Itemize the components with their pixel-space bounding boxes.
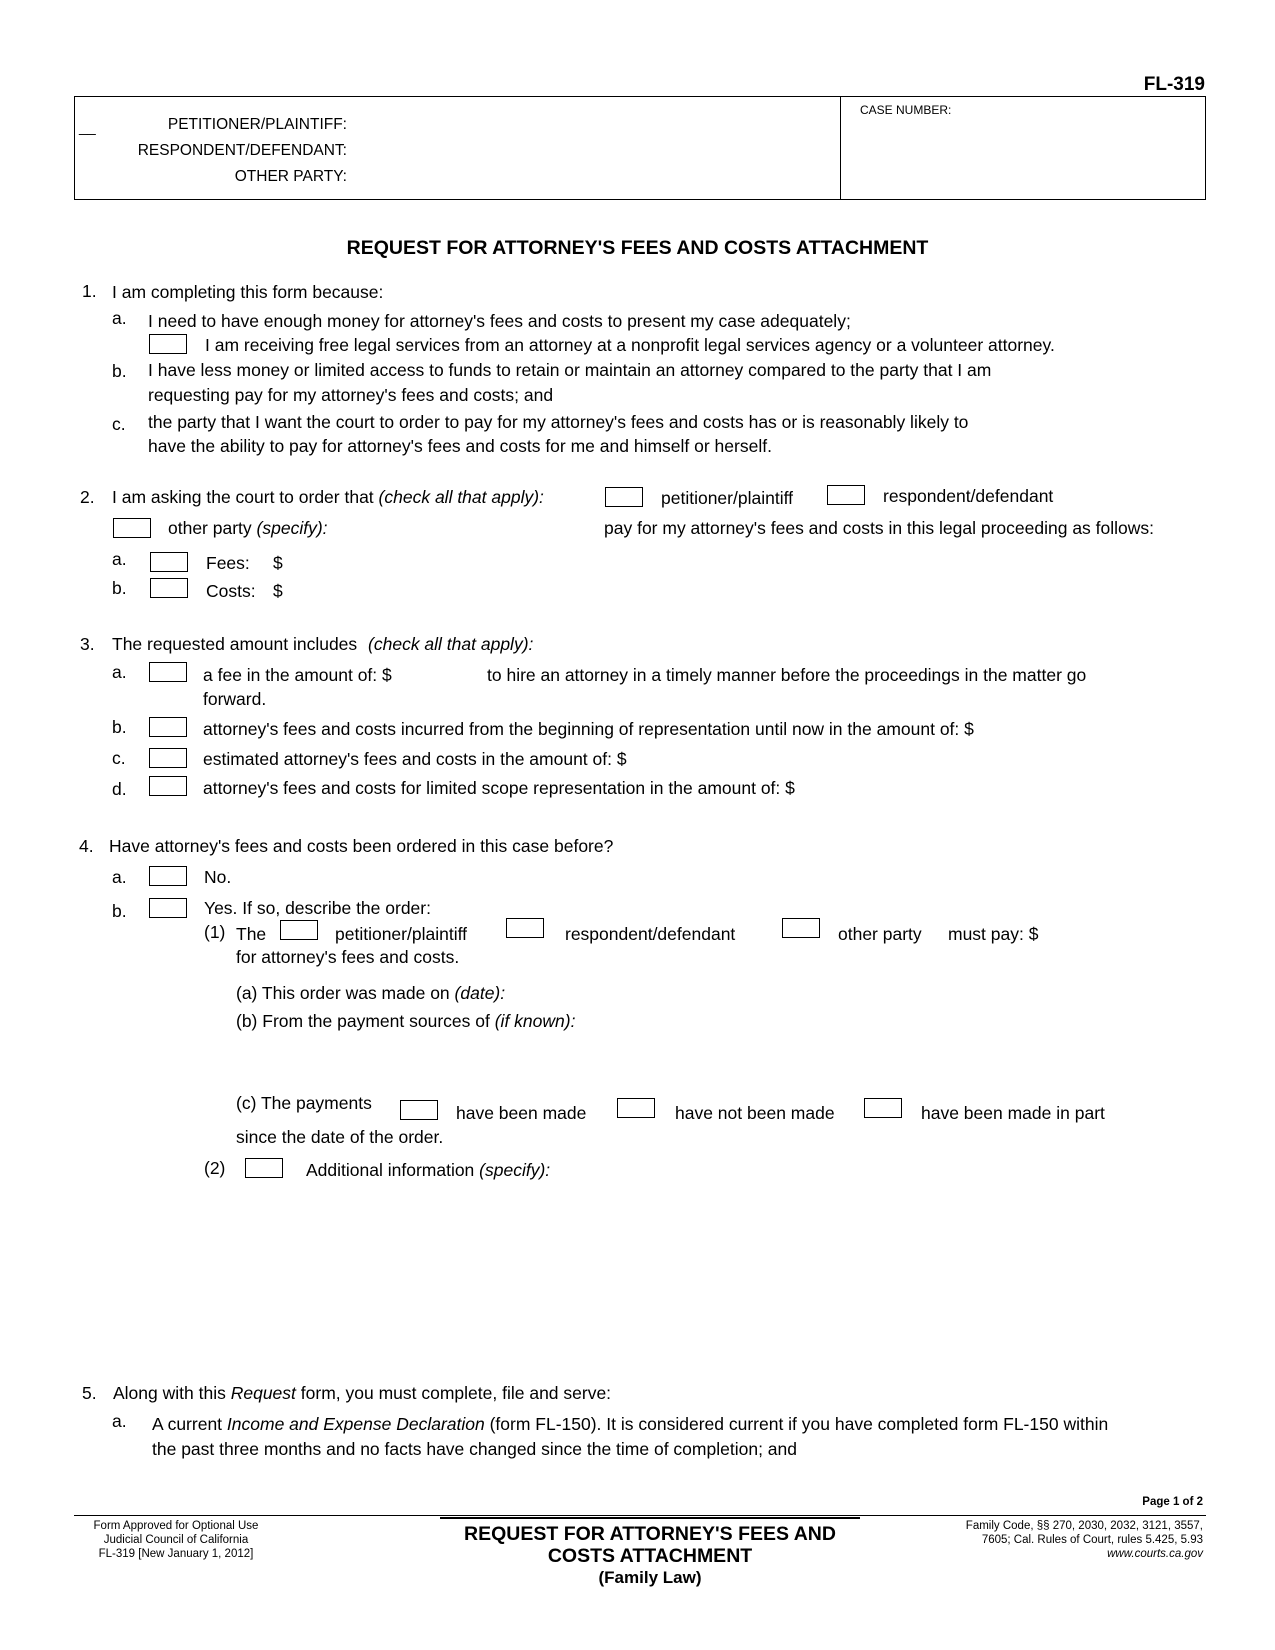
- footer-right-line1: Family Code, §§ 270, 2030, 2032, 3121, 3557,: [965, 1520, 1203, 1532]
- other-party-label: OTHER PARTY:: [234, 168, 347, 185]
- item2-costs-checkbox[interactable]: [150, 578, 188, 598]
- item5-a-letter: a.: [112, 1411, 127, 1431]
- item4-sub2-text: [306, 1160, 550, 1181]
- item1-a-letter: a.: [112, 308, 127, 328]
- item4-yes-label: Yes. If so, describe the order:: [204, 898, 431, 918]
- item3-a-checkbox[interactable]: [149, 662, 187, 682]
- item2-costs-label: Costs:: [206, 581, 256, 601]
- item4-sub1-petitioner-checkbox[interactable]: [280, 920, 318, 940]
- item3-d-text: attorney's fees and costs for limited scope representation in the amount of: $: [203, 778, 795, 798]
- item3-c-text: estimated attorney's fees and costs in the amount of: $: [203, 749, 627, 769]
- footer-right: [903, 1519, 1203, 1561]
- item5-text-pre: Along with this: [113, 1383, 226, 1403]
- item5-text-italic: Request: [230, 1383, 296, 1403]
- item4-sub1-other-party-checkbox[interactable]: [782, 918, 820, 938]
- form-number: FL-319: [1143, 74, 1205, 95]
- item4-sub1a-text: (a) This order was made on: [236, 983, 450, 1003]
- item2-other-party-text: other party: [168, 518, 252, 538]
- item3-a-text1: a fee in the amount of: $: [203, 665, 392, 685]
- item5-number: 5.: [82, 1383, 97, 1403]
- item2-text-italic: (check all that apply):: [378, 487, 544, 507]
- item5-a-line2: the past three months and no facts have changed since the time of completion; and: [152, 1439, 797, 1459]
- footer-left-line1: Form Approved for Optional Use: [93, 1520, 259, 1532]
- item4-sub1-other-party-label: other party: [838, 924, 922, 944]
- item2-a-letter: a.: [112, 549, 127, 569]
- caption-divider: [840, 97, 841, 199]
- item5-a-italic: Income and Expense Declaration: [226, 1414, 485, 1434]
- item2-respondent-checkbox[interactable]: [827, 485, 865, 505]
- item4-sub2-number: (2): [204, 1158, 226, 1178]
- item1-a-free-services-checkbox[interactable]: [149, 334, 187, 354]
- item4-sub1-number: (1): [204, 922, 226, 942]
- item3-c-letter: c.: [112, 748, 126, 768]
- item4-sub1a-italic: (date):: [454, 983, 506, 1003]
- item5-a-line1: [152, 1414, 1108, 1435]
- item4-sub1c-text: (c) The payments: [236, 1093, 372, 1113]
- item1-b-line1: I have less money or limited access to funds to retain or maintain an attorney compared to the party that I am: [148, 360, 992, 380]
- item1-number: 1.: [82, 281, 97, 301]
- item4-sub1-line2: for attorney's fees and costs.: [236, 947, 460, 967]
- item4-sub1c-part-checkbox[interactable]: [864, 1098, 902, 1118]
- footer-center-rule: [440, 1517, 860, 1519]
- item1-b-letter: b.: [112, 361, 127, 381]
- item2-fees-label: Fees:: [206, 553, 250, 573]
- item2-other-party-checkbox[interactable]: [113, 518, 151, 538]
- item4-yes-checkbox[interactable]: [149, 898, 187, 918]
- item3-d-checkbox[interactable]: [149, 776, 187, 796]
- item4-sub1c-made-checkbox[interactable]: [400, 1100, 438, 1120]
- footer-center-line3: (Family Law): [598, 1568, 702, 1587]
- item4-sub1a: [236, 983, 505, 1004]
- item4-sub1-respondent-checkbox[interactable]: [506, 918, 544, 938]
- item3-a-text2: to hire an attorney in a timely manner before the proceedings in the matter go: [487, 665, 1087, 685]
- footer-center-line1: REQUEST FOR ATTORNEY'S FEES AND: [464, 1523, 836, 1545]
- item4-a-letter: a.: [112, 867, 127, 887]
- item4-b-letter: b.: [112, 901, 127, 921]
- item3-a-text3: forward.: [203, 689, 267, 709]
- item1-a-sub-text: I am receiving free legal services from an attorney at a nonprofit legal services agency or a volunteer attorney.: [205, 335, 1055, 355]
- item4-text: Have attorney's fees and costs been ordered in this case before?: [109, 836, 614, 856]
- item2-b-letter: b.: [112, 578, 127, 598]
- item4-number: 4.: [79, 836, 94, 856]
- item5-text: [113, 1383, 611, 1404]
- caption-box: [74, 96, 1206, 200]
- item2-other-party-specify: (specify):: [256, 518, 328, 538]
- item2-pay-text: pay for my attorney's fees and costs in this legal proceeding as follows:: [604, 518, 1155, 538]
- item1-b-line2: requesting pay for my attorney's fees and costs; and: [148, 385, 554, 405]
- footer-website-link[interactable]: www.courts.ca.gov: [1107, 1548, 1203, 1560]
- item4-no-checkbox[interactable]: [149, 866, 187, 886]
- item5-a-pre: A current: [152, 1414, 223, 1434]
- item2-text: [112, 487, 544, 508]
- item4-sub1c-line2: since the date of the order.: [236, 1127, 444, 1147]
- item4-sub1b: [236, 1011, 575, 1032]
- footer-center: [440, 1523, 860, 1589]
- petitioner-label: PETITIONER/PLAINTIFF:: [167, 116, 347, 133]
- item2-other-party-label: [168, 518, 328, 539]
- item4-sub1c-not-made-label: have not been made: [675, 1103, 835, 1123]
- respondent-label: RESPONDENT/DEFENDANT:: [137, 142, 347, 159]
- item1-c-line1: the party that I want the court to order to pay for my attorney's fees and costs has or is reasonably likely to: [148, 412, 969, 432]
- item1-c-line2: have the ability to pay for attorney's fees and costs for me and himself or herself.: [148, 436, 772, 456]
- item4-sub1b-text: (b) From the payment sources of: [236, 1011, 490, 1031]
- item4-sub1c-made-label: have been made: [456, 1103, 587, 1123]
- item4-sub2-label: Additional information: [306, 1160, 475, 1180]
- item2-fees-checkbox[interactable]: [150, 552, 188, 572]
- item2-petitioner-label: petitioner/plaintiff: [661, 488, 793, 508]
- footer-left-line2: Judicial Council of California: [103, 1534, 249, 1546]
- page-number: Page 1 of 2: [1142, 1496, 1203, 1508]
- item4-sub1c-part-label: have been made in part: [921, 1103, 1105, 1123]
- item4-sub1-respondent-label: respondent/defendant: [565, 924, 736, 944]
- item3-b-checkbox[interactable]: [149, 717, 187, 737]
- item3-d-letter: d.: [112, 779, 127, 799]
- item2-costs-dollar: $: [273, 581, 283, 601]
- item4-sub1-the: The: [236, 924, 267, 944]
- item4-sub1c-not-made-checkbox[interactable]: [617, 1098, 655, 1118]
- caption-underscore: __: [79, 119, 96, 136]
- item4-sub1-petitioner-label: petitioner/plaintiff: [335, 924, 467, 944]
- item5-a-post: (form FL-150). It is considered current if you have completed form FL-150 within: [489, 1414, 1109, 1434]
- item3-b-text: attorney's fees and costs incurred from the beginning of representation until now in the amount of: $: [203, 719, 974, 739]
- item3-text: [112, 634, 533, 655]
- item4-sub1b-italic: (if known):: [494, 1011, 576, 1031]
- item1-text: I am completing this form because:: [112, 282, 384, 302]
- item3-c-checkbox[interactable]: [149, 748, 187, 768]
- item2-text-main: I am asking the court to order that: [112, 487, 374, 507]
- item4-sub1-must-pay: must pay: $: [948, 924, 1039, 944]
- item2-number: 2.: [80, 487, 95, 507]
- item1-a-text: I need to have enough money for attorney's fees and costs to present my case adequately;: [148, 311, 851, 331]
- item4-sub2-checkbox[interactable]: [245, 1158, 283, 1178]
- item2-fees-dollar: $: [273, 553, 283, 573]
- footer-right-line2: 7605; Cal. Rules of Court, rules 5.425, 5.93: [981, 1534, 1203, 1546]
- case-number-label: CASE NUMBER:: [860, 103, 952, 117]
- item3-a-letter: a.: [112, 662, 127, 682]
- footer-left-line3: FL-319 [New January 1, 2012]: [98, 1548, 254, 1560]
- item2-petitioner-checkbox[interactable]: [605, 487, 643, 507]
- item3-b-letter: b.: [112, 717, 127, 737]
- item2-respondent-label: respondent/defendant: [883, 486, 1054, 506]
- form-title: REQUEST FOR ATTORNEY'S FEES AND COSTS ATTACHMENT: [346, 237, 929, 259]
- item4-no-label: No.: [204, 867, 232, 887]
- item3-text-italic: (check all that apply):: [368, 634, 534, 654]
- footer-rule: [74, 1515, 1206, 1516]
- item3-text-main: The requested amount includes: [112, 634, 358, 654]
- item3-number: 3.: [80, 634, 95, 654]
- item5-text-post: form, you must complete, file and serve:: [300, 1383, 612, 1403]
- item1-c-letter: c.: [112, 414, 126, 434]
- item4-sub2-italic: (specify):: [479, 1160, 551, 1180]
- footer-center-line2: COSTS ATTACHMENT: [547, 1545, 753, 1567]
- footer-left: [76, 1519, 276, 1561]
